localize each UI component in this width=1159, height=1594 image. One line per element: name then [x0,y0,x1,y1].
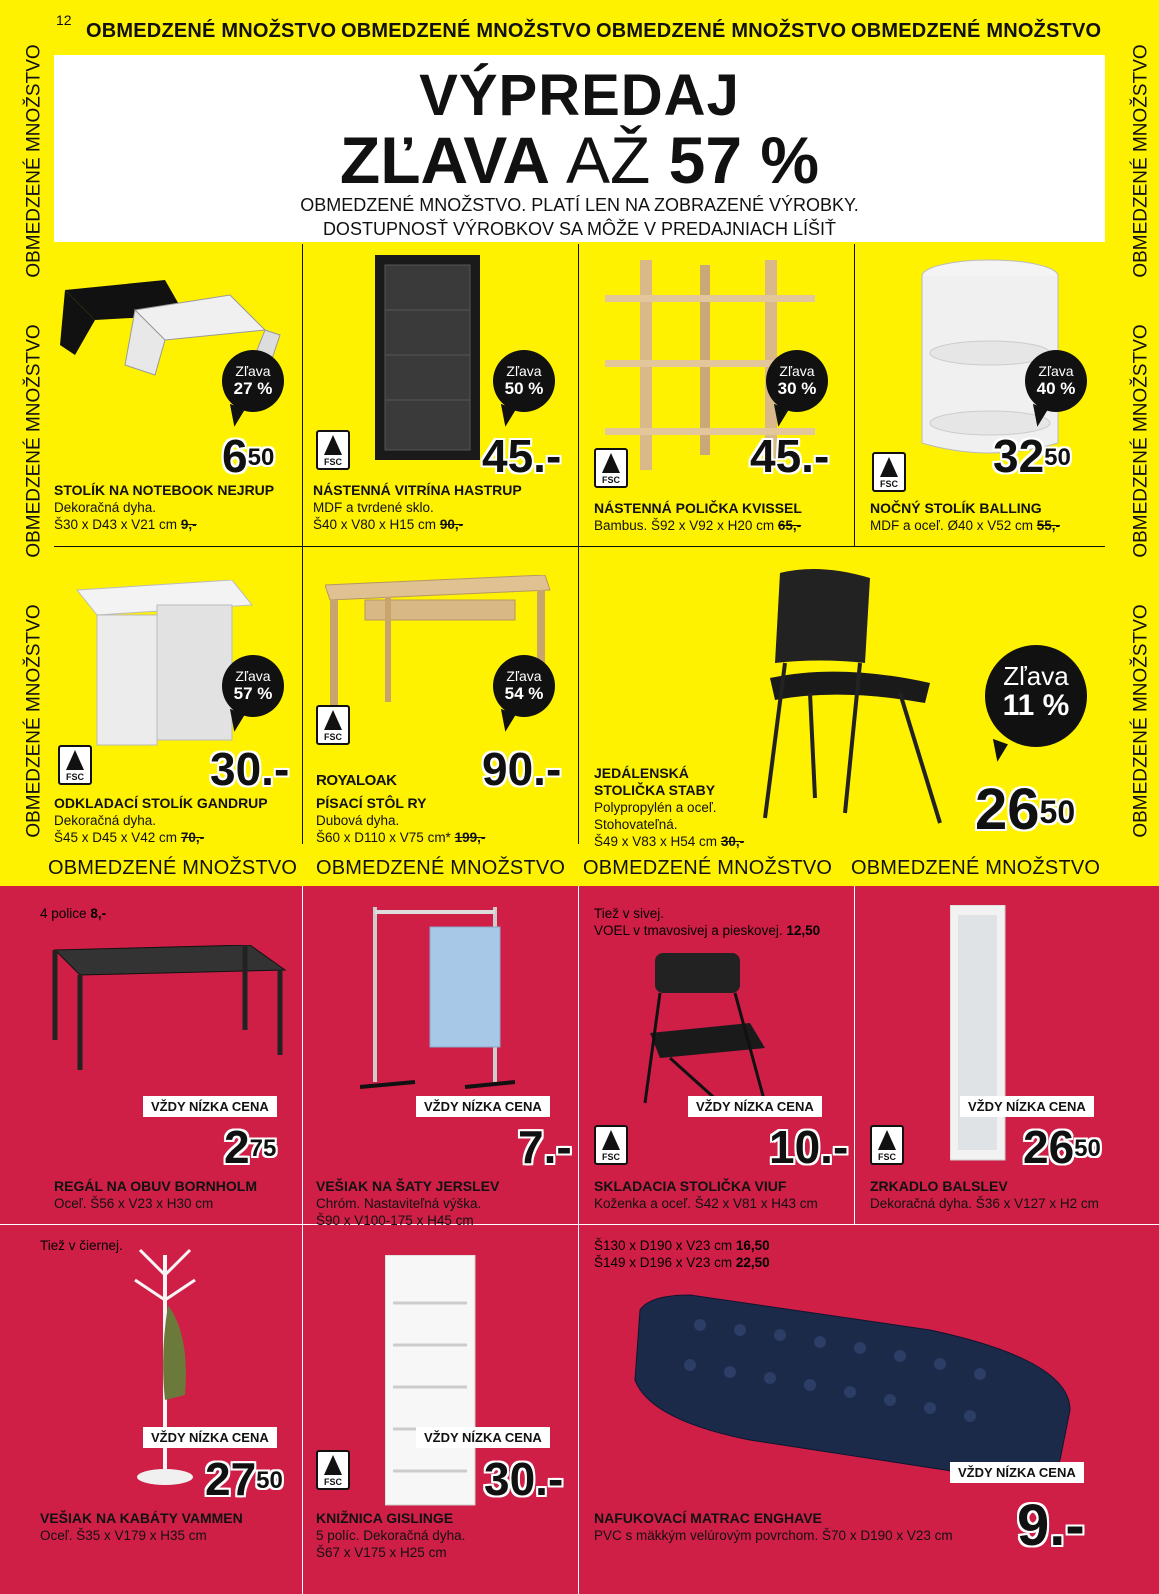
fsc-logo: FSC [316,705,350,745]
price: 9.- [1017,1493,1085,1558]
product-note: Tiež v sivej. [594,906,665,921]
product-desc: Š45 x D45 x V42 cm 70,- [54,830,205,845]
grid-line [54,546,1105,547]
banner-right-2: OBMEDZENÉ MNOŽSTVO [1130,324,1152,558]
product-desc: Š30 x D43 x V21 cm 9,- [54,517,197,532]
grid-line [578,244,579,844]
price: 45.- [482,430,562,482]
product-desc: Oceľ. Š35 x V179 x H35 cm [40,1528,207,1543]
header-note-2: DOSTUPNOSŤ VÝROBKOV SA MÔŽE V PREDAJNIACH LÍŠIŤ [322,219,837,239]
product-note: Š130 x D190 x V23 cm 16,50 [594,1238,770,1253]
product-desc: Stohovateľná. [594,817,678,832]
product-name: REGÁL NA OBUV BORNHOLM [54,1178,257,1194]
header-subtitle [54,123,1105,197]
product-name: NOČNÝ STOLÍK BALLING [870,500,1042,516]
discount-bubble: Zľava 50 % [493,350,555,412]
banner-right-3: OBMEDZENÉ MNOŽSTVO [1130,604,1152,838]
always-low-price-tag: VŽDY NÍZKA CENA [143,1427,277,1448]
air-mattress-image [630,1290,1080,1490]
product-note: 4 police 8,- [40,906,107,921]
shoe-rack-image [50,945,290,1075]
price: $2^{75}$ [224,1121,277,1173]
banner-left-2: OBMEDZENÉ MNOŽSTVO [23,324,45,558]
grid-line [302,886,303,1594]
product-name: KNIŽNICA GISLINGE [316,1510,454,1526]
fsc-logo: FSC [870,1125,904,1165]
product-desc: Polypropylén a oceľ. [594,800,717,815]
clothes-rack-image [355,902,515,1102]
product-note: VOEL v tmavosivej a pieskovej. 12,50 [594,923,821,938]
header-subtitle-bold: ZĽAVA [339,123,548,197]
product-desc: Oceľ. Š56 x V23 x H30 cm [54,1196,214,1211]
discount-bubble: Zľava 57 % [222,655,284,717]
product-name: NAFUKOVACÍ MATRAC ENGHAVE [594,1510,822,1526]
header-note-1: OBMEDZENÉ MNOŽSTVO. PLATÍ LEN NA ZOBRAZENÉ VÝROBKY. [300,195,859,215]
product-desc: MDF a tvrdené sklo. [313,500,434,515]
product-name: VEŠIAK NA KABÁTY VAMMEN [40,1510,243,1526]
product-name: STOLÍK NA NOTEBOOK NEJRUP [54,482,275,498]
product-desc: PVC s mäkkým velúrovým povrchom. Š70 x D190 x V23 cm [594,1528,953,1543]
product-desc: Dekoračná dyha. [54,813,157,828]
dining-chair-image [760,568,960,828]
fsc-logo: FSC [594,1125,628,1165]
folding-chair-image [640,948,780,1108]
header-title: VÝPREDAJ [419,63,740,128]
banner-right-1: OBMEDZENÉ MNOŽSTVO [1130,44,1152,278]
grid-line [854,244,855,546]
product-desc: Š67 x V175 x H25 cm [316,1545,447,1560]
discount-bubble: Zľava 30 % [766,350,828,412]
product-name: NÁSTENNÁ VITRÍNA HASTRUP [313,482,522,498]
always-low-price-tag: VŽDY NÍZKA CENA [416,1096,550,1117]
grid-line [0,1224,1159,1225]
product-desc: 5 políc. Dekoračná dyha. [316,1528,466,1543]
price: 45.- [750,430,830,482]
discount-bubble: Zľava 54 % [493,655,555,717]
page-number: 12 [56,12,72,28]
price: 7.- [518,1121,572,1173]
banner-top-3: OBMEDZENÉ MNOŽSTVO [596,20,847,42]
always-low-price-tag: VŽDY NÍZKA CENA [950,1462,1084,1483]
banner-left-1: OBMEDZENÉ MNOŽSTVO [23,44,45,278]
product-name: NÁSTENNÁ POLIČKA KVISSEL [594,500,802,516]
header-box [54,55,1105,242]
fsc-logo: FSC [594,448,628,488]
price: 90.- [482,743,562,795]
product-name: PÍSACÍ STÔL RY [316,795,427,811]
product-note: Tiež v čiernej. [40,1238,123,1253]
banner-left-3: OBMEDZENÉ MNOŽSTVO [23,604,45,838]
product-name: VEŠIAK NA ŠATY JERSLEV [316,1178,500,1194]
banner-bottom-1: OBMEDZENÉ MNOŽSTVO [48,857,298,879]
product-desc: Š60 x D110 x V75 cm* 199,- [316,830,486,845]
price: $32^{50}$ [993,430,1071,482]
fsc-logo: FSC [872,452,906,492]
price: 30.- [210,743,290,795]
product-desc: MDF a oceľ. Ø40 x V52 cm 55,- [870,518,1061,533]
grid-line [302,244,303,844]
product-desc: Dekoračná dyha. [54,500,157,515]
product-desc: Š40 x V80 x H15 cm 90,- [313,517,464,532]
product-desc: Dekoračná dyha. Š36 x V127 x H2 cm [870,1196,1099,1211]
banner-bottom-4: OBMEDZENÉ MNOŽSTVO [851,857,1101,879]
product-desc: Bambus. Š92 x V92 x H20 cm 65,- [594,518,802,533]
price: $26^{50}$ [1023,1121,1101,1173]
fsc-logo: FSC [58,745,92,785]
discount-bubble-large: Zľava 11 % [985,645,1087,747]
product-name: ZRKADLO BALSLEV [870,1178,1008,1194]
product-name: STOLIČKA STABY [594,782,716,798]
banner-top-4: OBMEDZENÉ MNOŽSTVO [851,20,1102,42]
royal-oak-logo: ROYALOAK [316,772,397,789]
product-name: SKLADACIA STOLIČKA VIUF [594,1178,787,1194]
fsc-logo: FSC [316,430,350,470]
product-name: JEDÁLENSKÁ [594,765,689,781]
banner-bottom-2: OBMEDZENÉ MNOŽSTVO [316,857,566,879]
price: $6^{50}$ [222,430,275,482]
product-desc: Š49 x V83 x H54 cm 30,- [594,834,745,849]
bookcase-image [385,1255,480,1510]
product-desc: Chróm. Nastaviteľná výška. [316,1196,482,1211]
banner-top-2: OBMEDZENÉ MNOŽSTVO [341,20,592,42]
banner-bottom-3: OBMEDZENÉ MNOŽSTVO [583,857,833,879]
always-low-price-tag: VŽDY NÍZKA CENA [960,1096,1094,1117]
always-low-price-tag: VŽDY NÍZKA CENA [416,1427,550,1448]
header-subtitle-percent: 57 % [668,123,820,197]
discount-bubble: Zľava 27 % [222,350,284,412]
wall-cabinet-image [375,255,485,465]
price: $26^{50}$ [975,777,1076,842]
product-note: Š149 x D196 x V23 cm 22,50 [594,1255,770,1270]
product-name: ODKLADACÍ STOLÍK GANDRUP [54,795,268,811]
grid-line [854,886,855,1224]
product-desc: Š90 x V100-175 x H45 cm [316,1213,474,1228]
discount-bubble: Zľava 40 % [1025,350,1087,412]
grid-line [578,886,579,1594]
always-low-price-tag: VŽDY NÍZKA CENA [143,1096,277,1117]
header-subtitle-thin: AŽ [565,123,651,197]
product-desc: Koženka a oceľ. Š42 x V81 x H43 cm [594,1196,818,1211]
mirror-image [950,905,1010,1165]
banner-top-1: OBMEDZENÉ MNOŽSTVO [86,20,337,42]
always-low-price-tag: VŽDY NÍZKA CENA [688,1096,822,1117]
product-desc: Dubová dyha. [316,813,400,828]
coat-stand-image [120,1245,210,1490]
fsc-logo: FSC [316,1450,350,1490]
price: 10.- [769,1121,849,1173]
price: 30.- [484,1453,564,1505]
price: $27^{50}$ [205,1453,283,1505]
